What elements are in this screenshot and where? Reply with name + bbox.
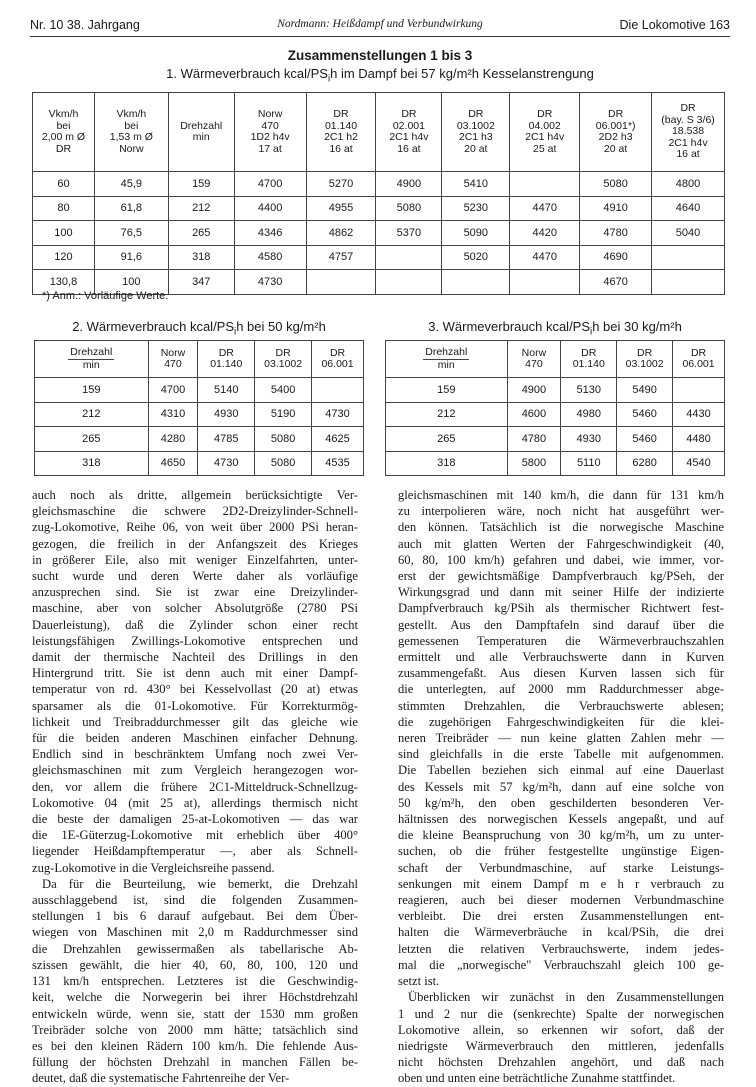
paragraph — [32, 487, 358, 876]
paragraph — [398, 487, 724, 989]
table1-cell: 4470 — [510, 196, 580, 221]
text-line: verbleibt. Die drei ersten Zusammenstellungen ent- — [398, 909, 724, 924]
table-row — [35, 427, 364, 452]
table3-cell: 5460 — [617, 402, 673, 427]
table1-header-7: DR 04.002 2C1 h4v 25 at — [510, 93, 580, 172]
text-line: schaft der Verbundmaschine, auf starke Leistungs- — [398, 860, 724, 875]
text-line: 131 km/h entsprechen. Letzteres ist die Geschwindig- — [32, 974, 358, 989]
text-line: auch noch als dritte, allgemein berücksichtigte Ver- — [32, 488, 358, 502]
text-line: keit, welche die Norwegerin bei ihrer Höchstdrehzahl — [32, 990, 358, 1005]
text-line: zu interpolieren wäre, noch nicht hat ausgeführt wer- — [398, 504, 724, 519]
text-line: 60, 80, 100 km/h) gefahren und dabei, wie immer, vor- — [398, 552, 724, 567]
text-line: die Drehzahlen gewissermaßen als tabellarische Ab- — [32, 941, 358, 956]
text-line: liegender Heißdampftemperatur —, aber als Schnell- — [32, 844, 358, 859]
table1-cell — [510, 270, 580, 295]
table3-cell: 6280 — [617, 451, 673, 476]
table3-cell: 5800 — [507, 451, 561, 476]
table1-header-row — [33, 93, 725, 172]
text-line: neren Treibräder — nun keine glatten Zahlen mehr — — [398, 731, 724, 746]
paragraph — [32, 876, 358, 1087]
text-line: Dampfverbrauch kg/PSih als thermischer Richtwert fest- — [398, 601, 724, 616]
table3-cell: 4540 — [673, 451, 725, 476]
table2 — [34, 340, 364, 476]
text-line: anzusprechen sind. Sie ist zwar eine Dreizylinder- — [32, 585, 358, 600]
table2-cell: 265 — [35, 427, 149, 452]
table3-header-4: DR 06.001 — [673, 341, 725, 378]
table1-footnote: *) Anm.: Vorläufige Werte. — [42, 290, 169, 302]
table-row — [35, 378, 364, 403]
text-line: leistungsfähigen Zwillings-Lokomotive entsprechen und — [32, 633, 358, 648]
table3 — [385, 340, 725, 476]
table2-cell: 4310 — [148, 402, 198, 427]
journal-page: Die Lokomotive 163 — [619, 18, 730, 32]
table1-cell: 100 — [33, 221, 95, 246]
table1-cell: 4900 — [376, 172, 442, 197]
table1-cell — [376, 245, 442, 270]
table1-header-9: DR (bay. S 3/6) 18.538 2C1 h4v 16 at — [652, 93, 725, 172]
text-line: auch mit glatten Werten der Fahrgeschwindigkeit (40, — [398, 536, 724, 551]
table2-header-3: DR 03.1002 — [255, 341, 312, 378]
table3-cell: 5130 — [561, 378, 617, 403]
table3-cell: 4430 — [673, 402, 725, 427]
table3-cell: 4780 — [507, 427, 561, 452]
text-line: entwickeln würde, wenn sie, statt der 1530 mm großen — [32, 1006, 358, 1021]
text-line: gleichsmaschinen mit 140 km/h, die dann für 131 km/h — [398, 488, 724, 502]
section-title: Zusammenstellungen 1 bis 3 — [287, 48, 473, 63]
text-line: gleichsmaschinen mit zum Vergleich herangezogen wor- — [32, 763, 358, 778]
text-line: gestellt. Aus den Dampftafeln sind darauf über die — [398, 617, 724, 632]
table2-cell — [312, 378, 364, 403]
text-line: sind gleichfalls in die erste Tabelle mit aufgenommen. — [398, 747, 724, 762]
table1-cell: 212 — [168, 196, 234, 221]
table1-cell: 5370 — [376, 221, 442, 246]
table3-cell: 5490 — [617, 378, 673, 403]
text-line: Wirkungsgrad und dann mit seiner Hilfe der indizierte — [398, 585, 724, 600]
text-line: senkungen mit einem Dampf m e h r verbrauch zu — [398, 876, 724, 891]
text-line: damit der thermische Nachteil des Drillings in den — [32, 650, 358, 665]
table3-header-row — [386, 341, 725, 378]
table3-header-0: Drehzahl min — [386, 341, 508, 378]
running-header — [30, 18, 730, 34]
table1-cell — [652, 270, 725, 295]
text-line: sucht wurde und deren Werte daher als vorläufige — [32, 569, 358, 584]
table-row — [33, 196, 725, 221]
text-line: in größerer Eile, also mit weniger Einzelfahrten, unter- — [32, 552, 358, 567]
table1-cell — [510, 172, 580, 197]
text-line: die kleine Beanspruchung von 30 kg/m²h, um zu unter- — [398, 828, 724, 843]
text-line: reagieren, auch bei dieser modernen Verbundmaschine — [398, 893, 724, 908]
table1-cell: 4346 — [234, 221, 306, 246]
table2-cell: 212 — [35, 402, 149, 427]
table1-cell: 5230 — [442, 196, 510, 221]
text-line: füllung der höchsten Drehzahl in manchen Fällen be- — [32, 1055, 358, 1070]
table2-cell: 4650 — [148, 451, 198, 476]
table1-header-3: Norw 470 1D2 h4v 17 at — [234, 93, 306, 172]
table2-header-0: Drehzahl min — [35, 341, 149, 378]
table1 — [32, 92, 725, 295]
text-line: mal die „norwegische" Verbrauchszahl gleich 100 ge- — [398, 957, 724, 972]
table3-cell: 265 — [386, 427, 508, 452]
table2-cell: 4280 — [148, 427, 198, 452]
table2-cell: 4930 — [198, 402, 255, 427]
table3-caption: 3. Wärmeverbrauch kcal/$PS_ih$ bei 30 kg/m²h — [428, 319, 682, 338]
table2-cell: 4730 — [198, 451, 255, 476]
table1-cell: 5020 — [442, 245, 510, 270]
text-line: die 1E-Güterzug-Lokomotive mit erheblich über 400° — [32, 828, 358, 843]
header-rule — [30, 36, 730, 37]
text-line: Treibräder solche von 2000 mm hätte; tatsächlich sind — [32, 1022, 358, 1037]
text-line: lichkeit und Treibraddurchmesser gilt das gleiche wie — [32, 714, 358, 729]
table3-cell — [673, 378, 725, 403]
table1-cell: 4580 — [234, 245, 306, 270]
table1-cell: 91,6 — [94, 245, 168, 270]
table3-header-2: DR 01.140 — [561, 341, 617, 378]
table2-cell: 5400 — [255, 378, 312, 403]
table1-cell: 4690 — [580, 245, 652, 270]
text-line: hältnissen des norwegischen Kessels angepaßt, und auf — [398, 812, 724, 827]
table3-cell: 159 — [386, 378, 508, 403]
table1-cell — [376, 270, 442, 295]
text-line: für die beiden anderen Maschinen einfacher Dehnung. — [32, 731, 358, 746]
table3-cell: 5110 — [561, 451, 617, 476]
table3-cell: 4900 — [507, 378, 561, 403]
text-line: ermittelt und alle Verbrauchswerte dann in Kurven — [398, 650, 724, 665]
text-line: 1 und 2 nur die (senkrechte) Spalte der norwegischen — [398, 1006, 724, 1021]
table3-cell: 318 — [386, 451, 508, 476]
text-column-left — [32, 487, 358, 1087]
table1-header-0: Vkm/h bei 2,00 m Ø DR — [33, 93, 95, 172]
text-line: niedrigste Wärmeverbrauch den mittleren, jedenfalls — [398, 1038, 724, 1053]
table1-header-8: DR 06.001*) 2D2 h3 20 at — [580, 93, 652, 172]
table1-cell: 45,9 — [94, 172, 168, 197]
table3-header-3: DR 03.1002 — [617, 341, 673, 378]
table3-cell: 212 — [386, 402, 508, 427]
table1-cell: 4640 — [652, 196, 725, 221]
table3-header-1: Norw 470 — [507, 341, 561, 378]
table1-cell: 61,8 — [94, 196, 168, 221]
table2-cell: 4785 — [198, 427, 255, 452]
table2-cell: 5140 — [198, 378, 255, 403]
text-line: Endlich sind in beschränktem Umfang noch zwei Ver- — [32, 747, 358, 762]
text-line: maschine, aber von solcher Absolutgröße (2780 PSi — [32, 601, 358, 616]
table1-cell: 120 — [33, 245, 95, 270]
table1-header-2: Drehzahl min — [168, 93, 234, 172]
table3-cell: 4480 — [673, 427, 725, 452]
table1-cell: 347 — [168, 270, 234, 295]
table2-cell: 159 — [35, 378, 149, 403]
table2-header-4: DR 06.001 — [312, 341, 364, 378]
text-line: Da für die Beurteilung, wie bemerkt, die Drehzahl — [42, 876, 358, 891]
text-line: oben und unten eine beträchtliche Zunahme stattfindet. — [398, 1071, 676, 1086]
text-line: zug-Lokomotive, Reihe 06, von weit über 2000 PSi heran- — [32, 520, 358, 535]
text-line: suchen, ob die früher festgestellte ungünstige Eigen- — [398, 844, 724, 859]
text-line: die zugehörigen Fahrgeschwindigkeiten für die klei- — [398, 714, 724, 729]
text-line: sparsamer als die 01-Lokomotive. Für Korrekturmög- — [32, 698, 358, 713]
table1-cell: 4757 — [306, 245, 376, 270]
text-line: den, vor allem die frühere 2C1-Mitteldruck-Schnellzug- — [32, 779, 358, 794]
table1-cell — [306, 270, 376, 295]
table1-header-4: DR 01.140 2C1 h2 16 at — [306, 93, 376, 172]
table1-cell: 4420 — [510, 221, 580, 246]
text-line: Die Tabellen beziehen sich einmal auf eine Dauerlast — [398, 763, 724, 778]
table1-cell — [652, 245, 725, 270]
text-line: gleichsmaschine die schwere 2D2-Dreizylinder-Schnell- — [32, 504, 358, 519]
table1-cell: 4670 — [580, 270, 652, 295]
text-line: letzten die relativen Verbrauchswerte, indem jedes- — [398, 941, 724, 956]
table3-cell: 5460 — [617, 427, 673, 452]
text-line: Lokomotive 04 (mit 25 at), allerdings thermisch nicht — [32, 795, 358, 810]
table1-cell: 265 — [168, 221, 234, 246]
table1-cell: 100 — [94, 270, 168, 295]
table1-cell: 318 — [168, 245, 234, 270]
table2-header-2: DR 01.140 — [198, 341, 255, 378]
table1-cell: 4955 — [306, 196, 376, 221]
table2-cell: 5080 — [255, 427, 312, 452]
text-line: die unterlegten, auf 2000 mm Raddurchmesser abge- — [398, 682, 724, 697]
table1-cell: 4862 — [306, 221, 376, 246]
table1-cell — [442, 270, 510, 295]
text-line: des Kessels mit 57 kg/m²h, dann auf eine solche von — [398, 779, 724, 794]
table2-cell: 4535 — [312, 451, 364, 476]
table3-cell: 4600 — [507, 402, 561, 427]
text-line: nicht höchsten Drehzahlen angehört, und daß nach — [398, 1055, 724, 1070]
table2-caption: 2. Wärmeverbrauch kcal/$PS_ih$ bei 50 kg/m²h — [72, 319, 326, 338]
table2-cell: 5190 — [255, 402, 312, 427]
table1-header-5: DR 02.001 2C1 h4v 16 at — [376, 93, 442, 172]
text-line: Überblicken wir zunächst in den Zusammenstellungen — [408, 990, 724, 1005]
text-line: es bei den kleinen Rädern 100 km/h. Die fehlende Aus- — [32, 1038, 358, 1053]
text-line: 50 kg/m²h, den oben geschilderten besonderen Ver- — [398, 795, 724, 810]
text-line: gemessenen Temperaturen die Wärmeverbrauchszahlen — [398, 633, 724, 648]
table1-cell: 4730 — [234, 270, 306, 295]
table-row — [386, 378, 725, 403]
table-row — [33, 221, 725, 246]
table1-cell: 4400 — [234, 196, 306, 221]
table1-cell: 4910 — [580, 196, 652, 221]
table2-cell: 5080 — [255, 451, 312, 476]
text-line: stimmten Drehzahlen, die Verbrauchswerte ablesen; — [398, 698, 724, 713]
table1-caption: 1. Wärmeverbrauch kcal/$PS_ih$ im Dampf bei 57 kg/m²h Kesselanstrengung — [166, 66, 594, 85]
table1-cell: 4700 — [234, 172, 306, 197]
text-line: temperatur von rd. 430° bei Kesselvollast (20 at) etwas — [32, 682, 358, 697]
table2-cell: 318 — [35, 451, 149, 476]
table1-cell: 5080 — [376, 196, 442, 221]
text-line: halten die Wärmeverbräuche in kcal/PSih, die drei — [398, 925, 724, 940]
table1-header-6: DR 03.1002 2C1 h3 20 at — [442, 93, 510, 172]
text-line: Dauerleistung), daß die Zylinder schon einer recht — [32, 617, 358, 632]
text-line: erst der gewichtsmäßige Dampfverbrauch kg/PSeh, der — [398, 569, 724, 584]
text-line: stellungen 1 bis 6 darauf aufgebaut. Bei dem Über- — [32, 909, 358, 924]
issue-info: Nr. 10 38. Jahrgang — [30, 18, 140, 32]
table2-header-1: Norw 470 — [148, 341, 198, 378]
table3-cell: 4930 — [561, 427, 617, 452]
text-line: die beste der damaligen 25-at-Lokomotiven — das war — [32, 812, 358, 827]
table1-header-1: Vkm/h bei 1,53 m Ø Norw — [94, 93, 168, 172]
text-line: wiegen von Maschinen mit 2,0 m Raddurchmesser sind — [32, 925, 358, 940]
text-line: deutet, daß die systematische Fahrtenreihe der Ver- — [32, 1071, 290, 1086]
text-line: Hintergrund tritt. Sie ist denn auch mit einer Dampf- — [32, 666, 358, 681]
table-row — [35, 451, 364, 476]
text-line: zusammengefaßt. Aus diesen Kurven lassen sich für — [398, 666, 724, 681]
table-row — [35, 402, 364, 427]
text-line: zug-Lokomotive in die Vergleichsreihe passend. — [32, 860, 275, 875]
table2-cell: 4625 — [312, 427, 364, 452]
table-row — [33, 245, 725, 270]
table1-cell: 76,5 — [94, 221, 168, 246]
table1-cell: 5270 — [306, 172, 376, 197]
text-line: setzt ist. — [398, 974, 440, 989]
text-line: ausschlaggebend ist, sind die folgenden Zusammen- — [32, 893, 358, 908]
article-running-title: Nordmann: Heißdampf und Verbundwirkung — [277, 18, 483, 30]
table1-cell: 4470 — [510, 245, 580, 270]
table-row — [386, 451, 725, 476]
table-row — [386, 402, 725, 427]
table1-cell: 4780 — [580, 221, 652, 246]
table1-cell: 130,8 — [33, 270, 95, 295]
table1-cell: 159 — [168, 172, 234, 197]
table2-header-row — [35, 341, 364, 378]
text-line: gezogen, die freilich in der Anfangszeit des Krieges — [32, 536, 358, 551]
text-line: Lokomotive allein, so erkennen wir sofort, daß der — [398, 1022, 724, 1037]
table1-cell: 60 — [33, 172, 95, 197]
text-line: den können. Tatsächlich ist die norwegische Maschine — [398, 520, 724, 535]
table2-cell: 4730 — [312, 402, 364, 427]
paragraph — [398, 989, 724, 1086]
table2-cell: 4700 — [148, 378, 198, 403]
table-row — [33, 172, 725, 197]
table1-cell: 5080 — [580, 172, 652, 197]
text-column-right — [398, 487, 724, 1087]
table3-cell: 4980 — [561, 402, 617, 427]
table1-cell: 4800 — [652, 172, 725, 197]
table1-cell: 5410 — [442, 172, 510, 197]
table1-cell: 5090 — [442, 221, 510, 246]
text-line: szissen gewählt, die hier 40, 60, 80, 100, 120 und — [32, 957, 358, 972]
table-row — [386, 427, 725, 452]
table1-cell: 80 — [33, 196, 95, 221]
table1-cell: 5040 — [652, 221, 725, 246]
